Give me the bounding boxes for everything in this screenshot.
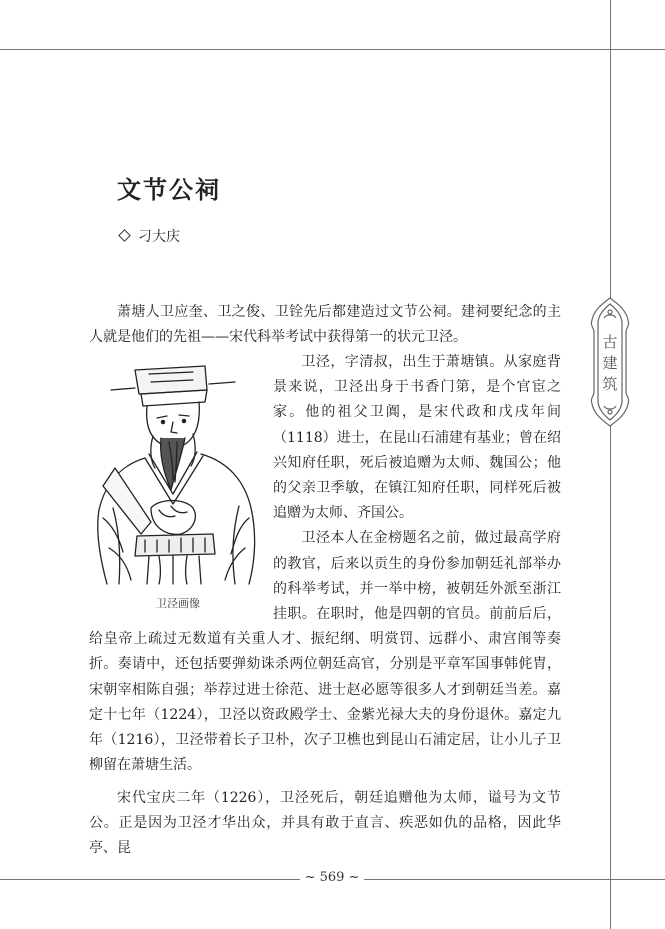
footer-rule-right <box>364 879 665 880</box>
tag-char: 筑 <box>602 375 618 393</box>
author-line <box>117 226 180 246</box>
diamond-icon <box>118 229 131 242</box>
paragraph-body <box>89 350 561 778</box>
paragraph-intro: 萧塘人卫应奎、卫之俊、卫铨先后都建造过文节公祠。建祠要纪念的主人就是他们的先祖——宋代科举考试中获得第一的状元卫泾。 <box>89 304 561 346</box>
portrait-illustration <box>89 358 267 586</box>
header-rule <box>0 49 665 50</box>
margin-rule <box>610 0 611 929</box>
tag-char: 建 <box>602 354 618 372</box>
article-title: 文节公祠 <box>117 175 221 204</box>
page-number: ~ 569 ~ <box>300 870 364 885</box>
paragraph-career-text: 卫泾本人在金榜题名之前，做过最高学府的教官，后来以贡生的身份参加朝廷礼部举办的科举考试，并一举中榜，被朝廷外派至浙江挂职。在职时，他是四朝的官员。前前后后，给皇帝上疏过无数道有关重人才、振纪纲、明赏罚、远群小、肃宫闱等奏折。奏请中，还包括要弹劾诛杀两位朝廷高官，分别是平章军国事韩侂胄，宋朝宰相陈自强；举荐过进士徐范、进士赵必愿等很多人才到朝廷当差。嘉定十七年（1224），卫泾以资政殿学士、金紫光禄大夫的身份退休。嘉定九年（1216），卫泾带着长子卫朴，次子卫樵也到昆山石浦定居，让小儿子卫柳留在萧塘生活。 <box>89 530 561 774</box>
section-tag <box>588 296 632 428</box>
portrait-caption: 卫泾画像 <box>156 597 200 610</box>
portrait-figure <box>89 350 267 612</box>
tag-char: 古 <box>602 333 618 351</box>
footer-rule-left <box>0 879 300 880</box>
paragraph-biography-text: 卫泾，字清叔，出生于萧塘镇。从家庭背景来说，卫泾出身于书香门第，是个官宦之家。他的祖父卫阗，是宋代政和戊戌年间（1118）进士，在昆山石浦建有基业；曾在绍兴知府任职，死后被追赠为太师、魏国公；他的父亲卫季敏，在镇江知府任职，同样死后被追赠为太师、齐国公。 <box>273 354 561 522</box>
paragraph-honors: 宋代宝庆二年（1226），卫泾死后，朝廷追赠他为太师，谥号为文节公。正是因为卫泾才华出众，并具有敢于直言、疾恶如仇的品格，因此华亭、昆 <box>89 790 561 857</box>
section-tag-text <box>588 332 632 395</box>
author-name: 刁大庆 <box>138 229 180 245</box>
